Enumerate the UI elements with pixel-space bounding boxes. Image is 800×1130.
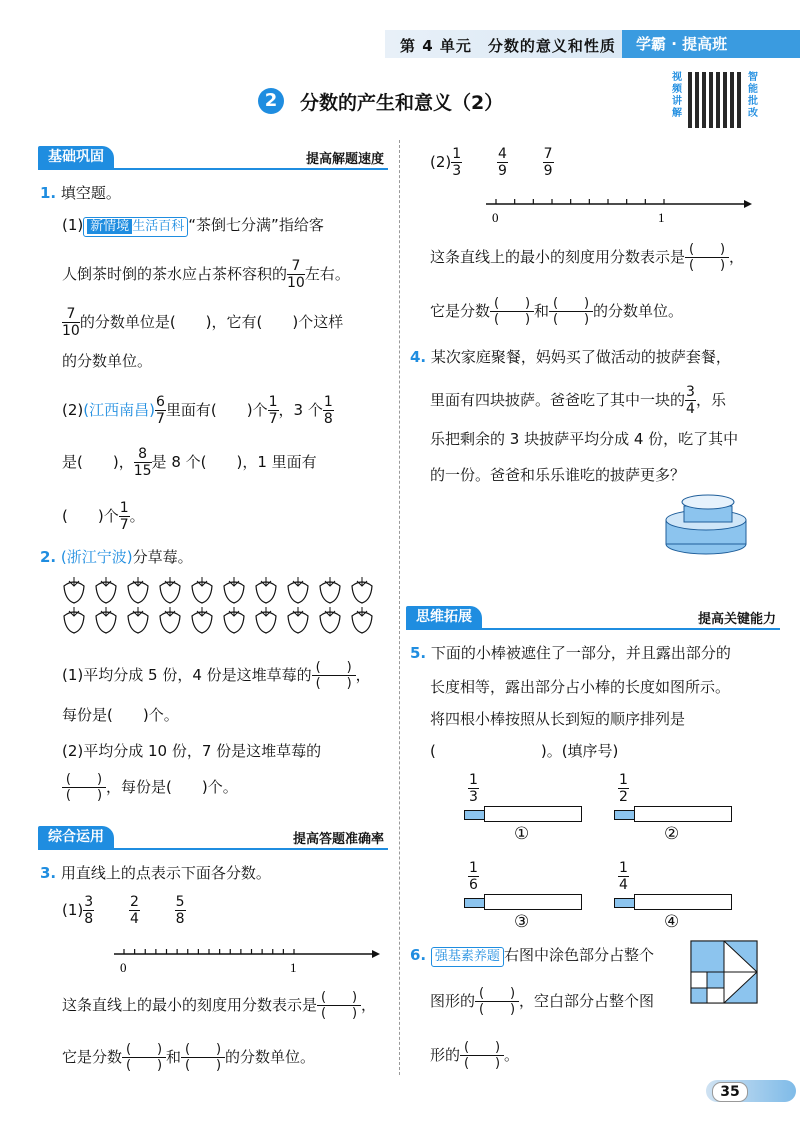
nl1-zero: 0: [120, 960, 127, 975]
q3-p1-line-a: 这条直线上的最小的刻度用分数表示是 ( ) ( ) ，: [62, 990, 377, 1021]
q3-stem: 3. 用直线上的点表示下面各分数。: [40, 864, 271, 882]
qr-left-label: 视频讲解: [672, 72, 682, 119]
unit-title: 第 4 单元 分数的意义和性质: [400, 37, 616, 55]
q5-l2: 长度相等，露出部分占小棒的长度如图所示。: [430, 678, 731, 696]
nl2-zero: 0: [492, 210, 499, 225]
q1-p2-line2: 是( )， $\frac{8}{15}$ 是 8 个( )，1 里面有: [62, 446, 317, 479]
qr-right-label: 智能批改: [748, 72, 758, 119]
q4-l1: 4. 某次家庭聚餐，妈妈买了做活动的披萨套餐，: [410, 348, 731, 366]
q5-l3: 将四根小棒按照从长到短的顺序排列是: [430, 710, 686, 728]
section-apply: [38, 826, 388, 850]
shaded-square-figure: [690, 940, 760, 1006]
q3-p1-line-b: 它是分数 ( ) ( ) 和 ( ) ( ) 的分数单位。: [62, 1042, 316, 1073]
page-number: 35: [712, 1082, 748, 1102]
qr-code-icon[interactable]: [688, 72, 744, 128]
section-basic-tag: 基础巩固: [38, 146, 114, 168]
section-apply-tag: 综合运用: [38, 826, 114, 848]
q2-stem: 2. (浙江宁波)分草莓。: [40, 548, 193, 566]
column-divider: [399, 140, 400, 1075]
q1-p2-line1: (2)(江西南昌) $\frac{6}{7}$ 里面有( )个 $\frac{1}{7}$ ，3 个 $\frac{1}{8}$: [62, 394, 333, 427]
section-basic: [38, 146, 388, 170]
q4-l2: 里面有四块披萨。爸爸吃了其中一块的 $\frac{3}{4}$ ，乐: [430, 384, 726, 417]
q3-p2-line-b: 它是分数 ( ) ( ) 和 ( ) ( ) 的分数单位。: [430, 296, 684, 327]
q6-l2: 图形的 ( ) ( ) ，空白部分占整个图: [430, 986, 655, 1017]
section-think-right: 提高关键能力: [697, 612, 776, 627]
section-apply-right: 提高答题准确率: [292, 832, 384, 847]
q2-p1c: 每份是( )个。: [62, 706, 179, 724]
q1-p1-line2: 人倒茶时倒的茶水应占茶杯容积的 $\frac{7}{10}$ 左右。: [62, 258, 350, 291]
q2-p1: (1)平均分成 5 份，4 份是这堆草莓的 ( ) ( ) ，: [62, 660, 371, 691]
q1-p2-line3: ( )个 $\frac{1}{7}$ 。: [62, 500, 145, 533]
q3-p2-fracs: (2) $\frac{1}{3}$ $\frac{4}{9}$ $\frac{7}{9}$: [430, 146, 553, 179]
section-think: [406, 606, 780, 630]
q1-p1-line1: (1) 新情境 生活百科 “茶倒七分满”指给客: [62, 214, 324, 237]
q4-l4: 的一份。爸爸和乐乐谁吃的披萨更多？: [430, 466, 686, 484]
page-number-bar: [706, 1080, 796, 1102]
number-line-2: [482, 196, 752, 226]
q2-p2b: ( ) ( ) ，每份是( )个。: [62, 772, 238, 803]
q6-l3: 形的 ( ) ( ) 。: [430, 1040, 520, 1071]
pizza-box-illustration: [660, 490, 756, 556]
brand-label: 学霸 · 提高班: [622, 30, 800, 58]
q4-l3: 乐把剩余的 3 块披萨平均分成 4 份，吃了其中: [430, 430, 739, 448]
number-line-1: [110, 946, 380, 976]
q3-p1-fracs: (1) $\frac{3}{8}$ $\frac{2}{4}$ $\frac{5}{8}$: [62, 894, 185, 927]
q5-l4: ( )。(填序号): [430, 742, 619, 760]
nl1-one: 1: [290, 960, 297, 975]
q6-l1: 6. 强基素养题 右图中涂色部分占整个: [410, 944, 654, 967]
strawberries-figure: [62, 574, 382, 638]
lesson-title: 分数的产生和意义（2）: [300, 92, 504, 114]
stick-3: $\frac{1}{6}$ ③: [462, 860, 592, 930]
section-basic-right: 提高解题速度: [305, 152, 384, 167]
stick-2: $\frac{1}{2}$ ②: [612, 772, 742, 842]
q5-l1: 5. 下面的小棒被遮住了一部分，并且露出部分的: [410, 644, 731, 662]
nl2-one: 1: [658, 210, 665, 225]
section-think-tag: 思维拓展: [406, 606, 482, 628]
q2-p2: (2)平均分成 10 份，7 份是这堆草莓的: [62, 742, 322, 760]
q3-p2-line-a: 这条直线上的最小的刻度用分数表示是 ( ) ( ) ，: [430, 242, 745, 273]
q1-p1-line4: 的分数单位。: [62, 352, 153, 370]
q1-stem: 1. 填空题。: [40, 184, 121, 202]
stick-1: $\frac{1}{3}$ ①: [462, 772, 592, 842]
q1-p1-line3: $\frac{7}{10}$ 的分数单位是( )，它有( )个这样: [62, 306, 344, 339]
stick-4: $\frac{1}{4}$ ④: [612, 860, 742, 930]
lesson-number: 2: [258, 88, 284, 114]
